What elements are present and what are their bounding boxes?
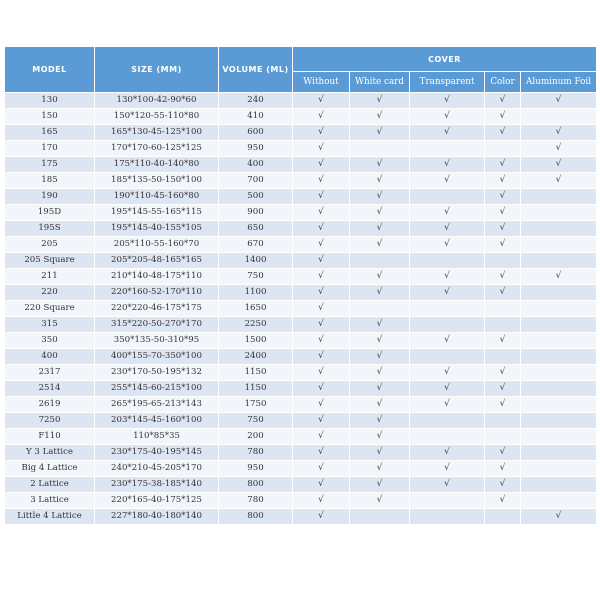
table-row [5, 333, 597, 349]
cover-white-card-check-icon: √ [350, 109, 410, 125]
cover-transparent-check-icon: √ [410, 381, 485, 397]
volume-column-header: VOLUME (ML) [219, 47, 293, 93]
table-row [5, 349, 597, 365]
cover-transparent-check-icon: √ [410, 285, 485, 301]
cover-aluminum-foil-check-icon: √ [521, 173, 597, 189]
table-row [5, 125, 597, 141]
cover-transparent-check-icon: √ [410, 445, 485, 461]
cover-white-card-cell [350, 253, 410, 269]
volume-cell: 1650 [219, 301, 293, 317]
cover-color-header: Color [485, 72, 521, 93]
volume-cell: 700 [219, 173, 293, 189]
table-row [5, 317, 597, 333]
cover-white-card-check-icon: √ [350, 189, 410, 205]
cover-white-card-check-icon: √ [350, 493, 410, 509]
cover-aluminum-foil-check-icon: √ [521, 125, 597, 141]
model-cell: 195S [5, 221, 95, 237]
table-row [5, 109, 597, 125]
cover-transparent-cell [410, 493, 485, 509]
volume-cell: 600 [219, 125, 293, 141]
cover-without-header: Without [293, 72, 350, 93]
model-cell: Y 3 Lattice [5, 445, 95, 461]
cover-white-card-check-icon: √ [350, 397, 410, 413]
volume-cell: 410 [219, 109, 293, 125]
table-row [5, 429, 597, 445]
size-cell: 170*170-60-125*125 [95, 141, 219, 157]
volume-cell: 2400 [219, 349, 293, 365]
cover-color-check-icon: √ [485, 237, 521, 253]
model-cell: 2317 [5, 365, 95, 381]
volume-cell: 1150 [219, 365, 293, 381]
volume-cell: 200 [219, 429, 293, 445]
volume-cell: 1150 [219, 381, 293, 397]
cover-aluminum-foil-check-icon: √ [521, 93, 597, 109]
cover-white-card-check-icon: √ [350, 333, 410, 349]
cover-transparent-check-icon: √ [410, 365, 485, 381]
table-row [5, 285, 597, 301]
cover-without-check-icon: √ [293, 237, 350, 253]
cover-aluminum-foil-cell [521, 445, 597, 461]
table-row [5, 493, 597, 509]
cover-color-cell [485, 317, 521, 333]
cover-without-check-icon: √ [293, 413, 350, 429]
cover-without-check-icon: √ [293, 477, 350, 493]
table-row [5, 397, 597, 413]
product-spec-table [4, 46, 597, 525]
cover-aluminum-foil-header: Aluminum Foil [521, 72, 597, 93]
model-cell: 315 [5, 317, 95, 333]
table-row [5, 381, 597, 397]
volume-cell: 650 [219, 221, 293, 237]
table-row [5, 301, 597, 317]
cover-transparent-check-icon: √ [410, 157, 485, 173]
model-cell: 2 Lattice [5, 477, 95, 493]
cover-aluminum-foil-cell [521, 205, 597, 221]
cover-color-check-icon: √ [485, 445, 521, 461]
cover-color-cell [485, 429, 521, 445]
size-cell: 230*175-38-185*140 [95, 477, 219, 493]
cover-color-check-icon: √ [485, 93, 521, 109]
volume-cell: 750 [219, 413, 293, 429]
cover-color-cell [485, 301, 521, 317]
volume-cell: 1500 [219, 333, 293, 349]
model-cell: 2514 [5, 381, 95, 397]
cover-aluminum-foil-cell [521, 349, 597, 365]
cover-transparent-check-icon: √ [410, 461, 485, 477]
size-cell: 130*100-42-90*60 [95, 93, 219, 109]
cover-white-card-header: White card [350, 72, 410, 93]
size-column-header: SIZE (MM) [95, 47, 219, 93]
size-cell: 210*140-48-175*110 [95, 269, 219, 285]
cover-transparent-check-icon: √ [410, 397, 485, 413]
cover-transparent-check-icon: √ [410, 109, 485, 125]
cover-color-check-icon: √ [485, 285, 521, 301]
size-cell: 230*170-50-195*132 [95, 365, 219, 381]
cover-white-card-cell [350, 301, 410, 317]
size-cell: 110*85*35 [95, 429, 219, 445]
size-cell: 165*130-45-125*100 [95, 125, 219, 141]
model-cell: 2619 [5, 397, 95, 413]
cover-without-check-icon: √ [293, 93, 350, 109]
size-cell: 220*165-40-175*125 [95, 493, 219, 509]
volume-cell: 1750 [219, 397, 293, 413]
cover-white-card-check-icon: √ [350, 477, 410, 493]
cover-aluminum-foil-check-icon: √ [521, 157, 597, 173]
cover-color-check-icon: √ [485, 157, 521, 173]
cover-aluminum-foil-cell [521, 493, 597, 509]
cover-aluminum-foil-cell [521, 429, 597, 445]
table-row [5, 237, 597, 253]
cover-white-card-check-icon: √ [350, 461, 410, 477]
cover-without-check-icon: √ [293, 173, 350, 189]
table-row [5, 157, 597, 173]
cover-aluminum-foil-cell [521, 413, 597, 429]
cover-white-card-check-icon: √ [350, 381, 410, 397]
cover-color-check-icon: √ [485, 221, 521, 237]
cover-without-check-icon: √ [293, 381, 350, 397]
size-cell: 265*195-65-213*143 [95, 397, 219, 413]
cover-aluminum-foil-check-icon: √ [521, 269, 597, 285]
volume-cell: 2250 [219, 317, 293, 333]
model-cell: Big 4 Lattice [5, 461, 95, 477]
volume-cell: 1400 [219, 253, 293, 269]
cover-transparent-check-icon: √ [410, 205, 485, 221]
size-cell: 315*220-50-270*170 [95, 317, 219, 333]
table-row [5, 461, 597, 477]
cover-color-check-icon: √ [485, 189, 521, 205]
model-cell: 170 [5, 141, 95, 157]
cover-without-check-icon: √ [293, 317, 350, 333]
model-cell: Little 4 Lattice [5, 509, 95, 525]
cover-color-cell [485, 141, 521, 157]
cover-color-cell [485, 509, 521, 525]
cover-white-card-cell [350, 141, 410, 157]
size-cell: 203*145-45-160*100 [95, 413, 219, 429]
cover-color-check-icon: √ [485, 365, 521, 381]
cover-without-check-icon: √ [293, 157, 350, 173]
cover-white-card-check-icon: √ [350, 157, 410, 173]
cover-white-card-check-icon: √ [350, 237, 410, 253]
cover-aluminum-foil-cell [521, 253, 597, 269]
cover-aluminum-foil-cell [521, 365, 597, 381]
size-cell: 220*160-52-170*110 [95, 285, 219, 301]
cover-white-card-check-icon: √ [350, 285, 410, 301]
cover-color-check-icon: √ [485, 461, 521, 477]
volume-cell: 670 [219, 237, 293, 253]
table-row [5, 205, 597, 221]
cover-without-check-icon: √ [293, 333, 350, 349]
model-cell: 220 [5, 285, 95, 301]
cover-transparent-cell [410, 253, 485, 269]
cover-without-check-icon: √ [293, 461, 350, 477]
cover-color-check-icon: √ [485, 205, 521, 221]
cover-white-card-check-icon: √ [350, 269, 410, 285]
model-cell: 195D [5, 205, 95, 221]
size-cell: 220*220-46-175*175 [95, 301, 219, 317]
cover-color-check-icon: √ [485, 477, 521, 493]
table-row [5, 253, 597, 269]
volume-cell: 800 [219, 477, 293, 493]
cover-color-check-icon: √ [485, 381, 521, 397]
size-cell: 190*110-45-160*80 [95, 189, 219, 205]
cover-transparent-cell [410, 413, 485, 429]
cover-without-check-icon: √ [293, 109, 350, 125]
size-cell: 150*120-55-110*80 [95, 109, 219, 125]
model-cell: 400 [5, 349, 95, 365]
cover-white-card-check-icon: √ [350, 429, 410, 445]
model-cell: 185 [5, 173, 95, 189]
cover-transparent-cell [410, 429, 485, 445]
cover-transparent-cell [410, 509, 485, 525]
cover-color-check-icon: √ [485, 269, 521, 285]
cover-aluminum-foil-cell [521, 333, 597, 349]
cover-white-card-cell [350, 509, 410, 525]
cover-color-cell [485, 253, 521, 269]
table-body [5, 93, 597, 525]
cover-aluminum-foil-cell [521, 189, 597, 205]
cover-white-card-check-icon: √ [350, 173, 410, 189]
model-cell: 205 [5, 237, 95, 253]
cover-transparent-check-icon: √ [410, 269, 485, 285]
cover-white-card-check-icon: √ [350, 125, 410, 141]
size-cell: 175*110-40-140*80 [95, 157, 219, 173]
cover-transparent-check-icon: √ [410, 477, 485, 493]
cover-transparent-check-icon: √ [410, 93, 485, 109]
cover-without-check-icon: √ [293, 397, 350, 413]
size-cell: 230*175-40-195*145 [95, 445, 219, 461]
table-row [5, 445, 597, 461]
size-cell: 255*145-60-215*100 [95, 381, 219, 397]
model-column-header: MODEL [5, 47, 95, 93]
cover-transparent-cell [410, 317, 485, 333]
cover-without-check-icon: √ [293, 221, 350, 237]
cover-transparent-header: Transparent [410, 72, 485, 93]
cover-white-card-check-icon: √ [350, 205, 410, 221]
model-cell: 211 [5, 269, 95, 285]
cover-aluminum-foil-check-icon: √ [521, 509, 597, 525]
product-spec-table-wrapper [4, 46, 596, 525]
model-cell: 350 [5, 333, 95, 349]
cover-aluminum-foil-cell [521, 285, 597, 301]
model-cell: 130 [5, 93, 95, 109]
cover-without-check-icon: √ [293, 269, 350, 285]
size-cell: 350*135-50-310*95 [95, 333, 219, 349]
size-cell: 195*145-40-155*105 [95, 221, 219, 237]
table-row [5, 413, 597, 429]
cover-transparent-cell [410, 141, 485, 157]
volume-cell: 500 [219, 189, 293, 205]
cover-without-check-icon: √ [293, 125, 350, 141]
volume-cell: 780 [219, 493, 293, 509]
cover-transparent-check-icon: √ [410, 237, 485, 253]
cover-without-check-icon: √ [293, 349, 350, 365]
cover-white-card-check-icon: √ [350, 317, 410, 333]
volume-cell: 950 [219, 461, 293, 477]
cover-without-check-icon: √ [293, 365, 350, 381]
table-row [5, 365, 597, 381]
cover-without-check-icon: √ [293, 445, 350, 461]
model-cell: F110 [5, 429, 95, 445]
cover-white-card-check-icon: √ [350, 413, 410, 429]
cover-color-check-icon: √ [485, 125, 521, 141]
size-cell: 205*205-48-165*165 [95, 253, 219, 269]
cover-white-card-check-icon: √ [350, 93, 410, 109]
cover-without-check-icon: √ [293, 205, 350, 221]
cover-without-check-icon: √ [293, 141, 350, 157]
cover-color-check-icon: √ [485, 333, 521, 349]
volume-cell: 950 [219, 141, 293, 157]
cover-transparent-cell [410, 301, 485, 317]
cover-aluminum-foil-cell [521, 477, 597, 493]
cover-transparent-check-icon: √ [410, 333, 485, 349]
model-cell: 175 [5, 157, 95, 173]
size-cell: 400*155-70-350*100 [95, 349, 219, 365]
size-cell: 240*210-45-205*170 [95, 461, 219, 477]
model-cell: 3 Lattice [5, 493, 95, 509]
volume-cell: 240 [219, 93, 293, 109]
cover-without-check-icon: √ [293, 429, 350, 445]
cover-color-check-icon: √ [485, 109, 521, 125]
size-cell: 185*135-50-150*100 [95, 173, 219, 189]
cover-without-check-icon: √ [293, 509, 350, 525]
cover-transparent-cell [410, 189, 485, 205]
cover-aluminum-foil-cell [521, 381, 597, 397]
cover-group-header: COVER [293, 47, 597, 72]
cover-without-check-icon: √ [293, 285, 350, 301]
size-cell: 227*180-40-180*140 [95, 509, 219, 525]
table-row [5, 189, 597, 205]
cover-aluminum-foil-cell [521, 397, 597, 413]
volume-cell: 400 [219, 157, 293, 173]
model-cell: 7250 [5, 413, 95, 429]
cover-color-cell [485, 413, 521, 429]
cover-white-card-check-icon: √ [350, 349, 410, 365]
table-row [5, 141, 597, 157]
cover-without-check-icon: √ [293, 189, 350, 205]
cover-transparent-check-icon: √ [410, 125, 485, 141]
cover-without-check-icon: √ [293, 493, 350, 509]
volume-cell: 800 [219, 509, 293, 525]
model-cell: 220 Square [5, 301, 95, 317]
table-row [5, 173, 597, 189]
cover-aluminum-foil-cell [521, 317, 597, 333]
cover-aluminum-foil-check-icon: √ [521, 141, 597, 157]
table-row [5, 93, 597, 109]
cover-aluminum-foil-cell [521, 237, 597, 253]
cover-color-cell [485, 349, 521, 365]
cover-aluminum-foil-cell [521, 461, 597, 477]
cover-white-card-check-icon: √ [350, 221, 410, 237]
cover-transparent-cell [410, 349, 485, 365]
cover-transparent-check-icon: √ [410, 221, 485, 237]
table-row [5, 477, 597, 493]
volume-cell: 900 [219, 205, 293, 221]
cover-aluminum-foil-cell [521, 221, 597, 237]
cover-color-check-icon: √ [485, 173, 521, 189]
volume-cell: 780 [219, 445, 293, 461]
model-cell: 205 Square [5, 253, 95, 269]
cover-without-check-icon: √ [293, 301, 350, 317]
volume-cell: 750 [219, 269, 293, 285]
model-cell: 150 [5, 109, 95, 125]
cover-color-check-icon: √ [485, 493, 521, 509]
model-cell: 165 [5, 125, 95, 141]
table-row [5, 269, 597, 285]
table-row [5, 509, 597, 525]
cover-aluminum-foil-cell [521, 301, 597, 317]
cover-white-card-check-icon: √ [350, 445, 410, 461]
volume-cell: 1100 [219, 285, 293, 301]
cover-white-card-check-icon: √ [350, 365, 410, 381]
cover-transparent-check-icon: √ [410, 173, 485, 189]
cover-color-check-icon: √ [485, 397, 521, 413]
cover-without-check-icon: √ [293, 253, 350, 269]
table-row [5, 221, 597, 237]
size-cell: 195*145-55-165*115 [95, 205, 219, 221]
cover-aluminum-foil-cell [521, 109, 597, 125]
model-cell: 190 [5, 189, 95, 205]
size-cell: 205*110-55-160*70 [95, 237, 219, 253]
